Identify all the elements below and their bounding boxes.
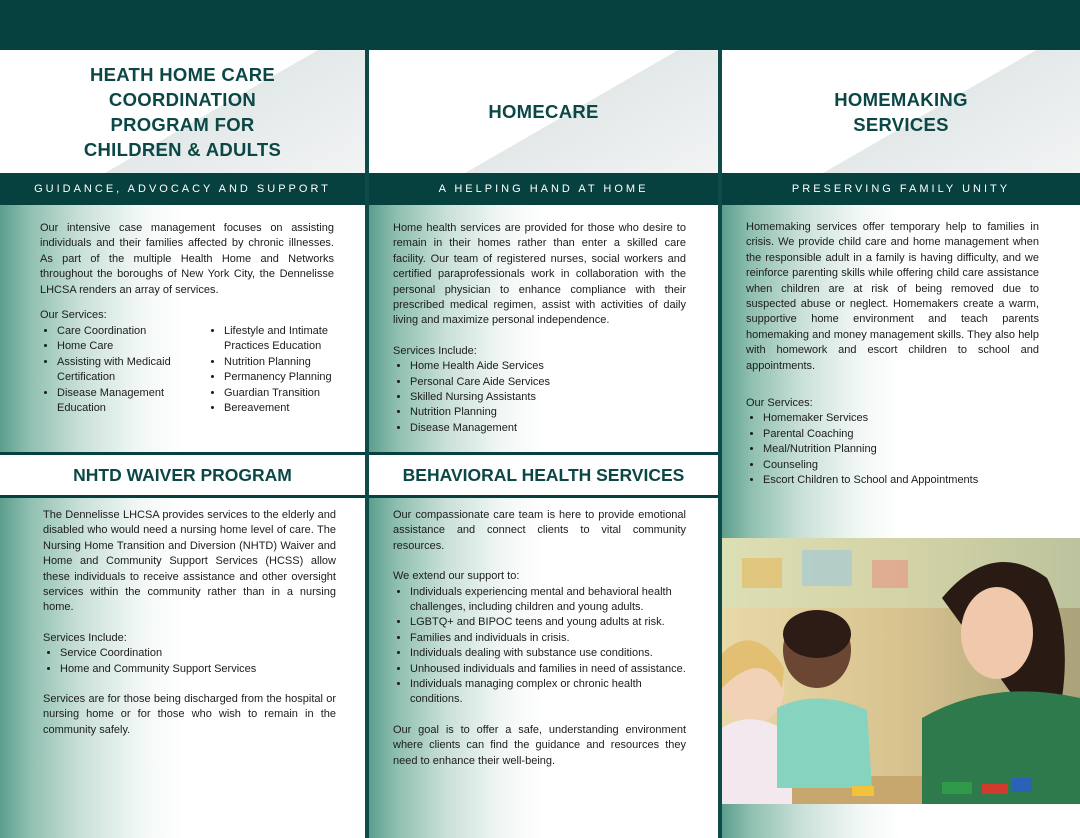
list-item: • Home Care (57, 339, 190, 354)
list-item: • Escort Children to School and Appointments (763, 473, 1039, 488)
list-item: • Meal/Nutrition Planning (763, 442, 1039, 457)
list-item: • Care Coordination (57, 324, 190, 339)
panel-tagline: A HELPING HAND AT HOME (369, 173, 718, 205)
panel-tagline: PRESERVING FAMILY UNITY (722, 173, 1080, 205)
list-item: • Nutrition Planning (224, 355, 347, 370)
intro-paragraph: Homemaking services offer temporary help to families in crisis. We provide child care and home management when the responsible adult in a family is having difficulty, and we reinforce parenting skills while offering child care assistance when children are at risk of being removed due to suspected abuse or neglect. Homemakers create a warm, supportive home environment and teach parents homemaking and money management skills. They also help with homework and escort children to school and appointments. (746, 221, 1039, 372)
list-item: • Counseling (763, 458, 1039, 473)
list-item: • Assisting with Medicaid Certification (57, 355, 190, 386)
services-label: Our Services: (40, 309, 107, 321)
list-item: • Parental Coaching (763, 427, 1039, 442)
list-item: • Bereavement (224, 401, 347, 416)
services-list (393, 359, 686, 436)
services-list (746, 411, 1039, 488)
panel-header (369, 50, 718, 173)
list-item: • Unhoused individuals and families in need of assistance. (410, 662, 686, 677)
panel-header (722, 50, 1080, 173)
services-list-left (40, 324, 190, 416)
panel-tagline: GUIDANCE, ADVOCACY AND SUPPORT (0, 173, 365, 205)
list-item: • Personal Care Aide Services (410, 375, 686, 390)
nhtd-outro: Services are for those being discharged from the hospital or nursing home or for those who wish to remain in the community safely. (43, 693, 336, 736)
list-item: • Lifestyle and Intimate Practices Education (224, 324, 347, 355)
list-item: • Disease Management (410, 421, 686, 436)
panel-title: HEATH HOME CARE COORDINATION PROGRAM FOR CHILDREN & ADULTS (83, 63, 282, 160)
list-item: • Individuals managing complex or chronic health conditions. (410, 677, 686, 708)
list-item: • Individuals dealing with substance use conditions. (410, 646, 686, 661)
list-item: • Service Coordination (60, 646, 336, 661)
intro-paragraph: Our intensive case management focuses on assisting individuals and their families affected by chronic illnesses. As part of the multiple Health Home and Networks throughout the boroughs of New York City, the Dennelisse LHCSA renders an array of services. (40, 222, 334, 296)
panel-health-home (0, 50, 365, 838)
top-banner (0, 0, 1080, 50)
services-label: Our Services: (746, 397, 813, 410)
list-item: • LGBTQ+ and BIPOC teens and young adults at risk. (410, 615, 686, 630)
panel-homemaking (722, 50, 1080, 838)
list-item: • Individuals experiencing mental and behavioral health challenges, including children and young adults. (410, 585, 686, 616)
list-item: • Nutrition Planning (410, 405, 686, 420)
behavioral-label: We extend our support to: (393, 570, 520, 583)
services-label: Services Include: (393, 344, 477, 357)
nhtd-services-list (43, 646, 336, 677)
list-item: • Guardian Transition (224, 386, 347, 401)
list-item: • Homemaker Services (763, 411, 1039, 426)
services-list-right (207, 324, 347, 416)
list-item: • Skilled Nursing Assistants (410, 390, 686, 405)
list-item: • Permanency Planning (224, 370, 347, 385)
list-item: • Families and individuals in crisis. (410, 631, 686, 646)
behavioral-list (393, 585, 686, 708)
behavioral-outro: Our goal is to offer a safe, understanding environment where clients can find the guidance and resources they need to enhance their well-being. (393, 723, 686, 767)
panel-homecare (369, 50, 718, 838)
list-item: • Home Health Aide Services (410, 359, 686, 374)
behavioral-intro: Our compassionate care team is here to provide emotional assistance and connect clients to vital community resources. (393, 509, 686, 552)
list-item: • Home and Community Support Services (60, 662, 336, 677)
teacher-with-children-photo (722, 538, 1080, 804)
nhtd-services-label: Services Include: (43, 631, 127, 644)
section-title-nhtd: NHTD WAIVER PROGRAM (0, 452, 365, 498)
panel-header (0, 50, 365, 173)
section-title-behavioral: BEHAVIORAL HEALTH SERVICES (369, 452, 718, 498)
panel-title: HOMECARE (488, 101, 599, 122)
intro-paragraph: Home health services are provided for those who desire to remain in their homes rather than enter a skilled care facility. Our team of registered nurses, social workers and certified paraprofessionals work in collaboration with the personal physician to enhance compliance with their prescribed medical regimen, assist with activities of daily living and maximize personal independence. (393, 222, 686, 327)
panel-title: HOMEMAKING SERVICES (834, 88, 968, 135)
nhtd-intro: The Dennelisse LHCSA provides services to the elderly and disabled who would need a nursing home level of care. The Nursing Home Transition and Diversion (NHTD) Waiver and Home and Community Support Services (HCSS) allow these individuals to receive assistance and other oversight services within the community rather than in a nursing home. (43, 509, 336, 614)
list-item: • Disease Management Education (57, 386, 190, 417)
